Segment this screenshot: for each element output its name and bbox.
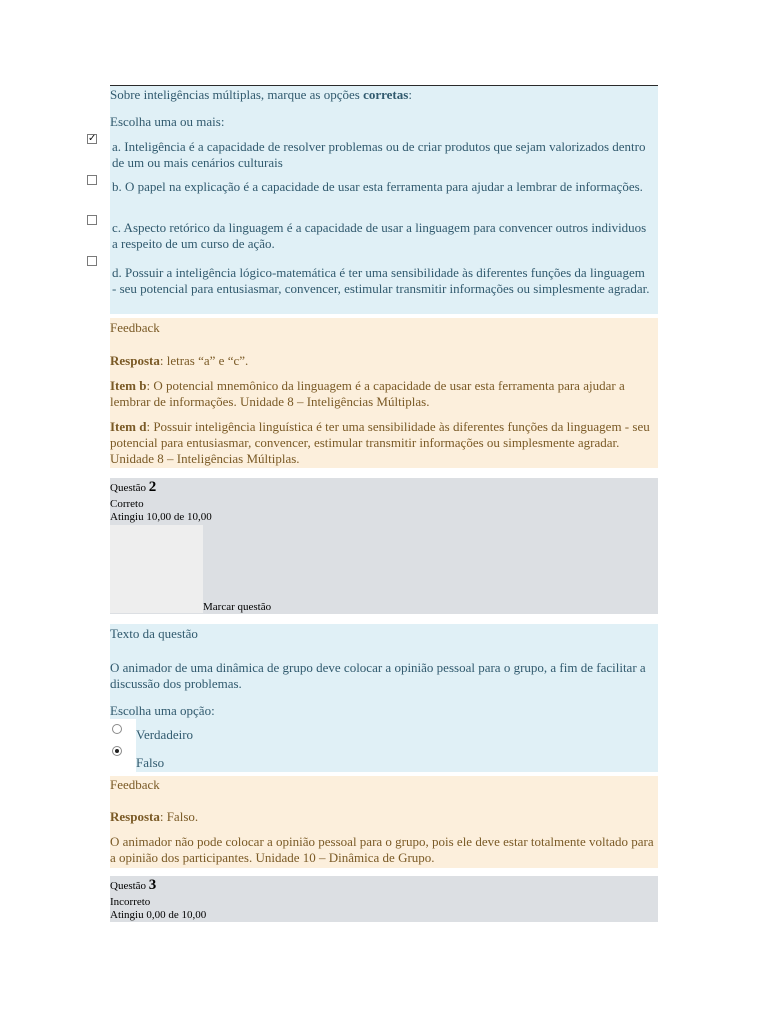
q2-option-true-label: Verdadeiro xyxy=(136,727,194,742)
q1-answer-text: : letras “a” e “c”. xyxy=(159,353,249,368)
q1-feedback-item-b xyxy=(110,378,650,410)
q1-choose-label: Escolha uma ou mais: xyxy=(110,114,225,129)
q3-status: Incorreto xyxy=(110,896,151,908)
q2-flag-area xyxy=(110,525,203,613)
q1-item-d-label: Item d xyxy=(110,419,147,434)
q1-option-d-checkbox[interactable] xyxy=(87,256,97,266)
q2-option-false-label: Falso xyxy=(136,755,165,770)
q1-feedback-title: Feedback xyxy=(110,320,160,335)
q1-item-b-text: : O potencial mnemônico da linguagem é a capacidade de usar esta ferramenta para ajudar a lembrar de informações. Unidade 8 – Inteligências Múltiplas. xyxy=(110,378,625,409)
q3-question-label: Questão xyxy=(110,880,147,892)
q2-feedback-title: Feedback xyxy=(110,777,160,792)
q1-option-c-checkbox[interactable] xyxy=(87,215,97,225)
q2-feedback-panel xyxy=(110,776,658,868)
q1-prompt-text: Sobre inteligências múltiplas, marque as opções xyxy=(110,87,364,102)
q1-feedback-panel xyxy=(110,318,658,468)
q2-question-panel xyxy=(110,624,658,772)
q1-option-b-label: b. O papel na explicação é a capacidade de usar esta ferramenta para ajudar a lembrar de informações. xyxy=(112,179,643,194)
q1-item-b-label: Item b xyxy=(110,378,147,393)
q1-option-a-checkbox[interactable]: ✓ xyxy=(88,133,97,144)
q1-option-b-checkbox[interactable] xyxy=(87,175,97,185)
q2-heading xyxy=(110,481,156,495)
q1-prompt-bold: corretas xyxy=(363,87,409,102)
q2-info-panel xyxy=(110,478,658,614)
q2-status: Correto xyxy=(110,498,144,510)
q1-option-d-label: d. Possuir a inteligência lógico-matemática é ter uma sensibilidade às diferentes funções da linguagem - seu potencial para entusiasmar, convencer, estimular transmitir informações ou simplesmente agradar. xyxy=(112,265,650,296)
q2-answer-text: : Falso. xyxy=(159,809,199,824)
q3-number: 3 xyxy=(148,877,157,893)
q3-info-panel xyxy=(110,876,658,922)
q2-answer-label: Resposta xyxy=(110,809,160,824)
q1-option-a-label: a. Inteligência é a capacidade de resolver problemas ou de criar produtos que sejam valorizados dentro de um ou mais cenários culturais xyxy=(112,139,646,170)
q2-number: 2 xyxy=(148,479,157,495)
q2-option-false-radio[interactable] xyxy=(112,746,122,756)
q1-item-d-text: : Possuir inteligência linguística é ter uma sensibilidade às diferentes funções da linguagem - seu potencial para entusiasmar, convencer, estimular transmitir informações ou simplesmente agradar. Unidade 8 – Inteligências Múltiplas. xyxy=(110,419,650,466)
q3-heading xyxy=(110,879,156,893)
q2-score: Atingiu 10,00 de 10,00 xyxy=(110,511,212,523)
q1-option-c-label: c. Aspecto retórico da linguagem é a capacidade de usar a linguagem para convencer outros individuos a respeito de um curso de ação. xyxy=(112,220,647,251)
q2-option-true-radio[interactable] xyxy=(112,724,122,734)
q1-question-panel xyxy=(110,86,658,314)
q1-answer-label: Resposta xyxy=(110,353,160,368)
q1-feedback-answer xyxy=(110,353,658,369)
q1-feedback-item-d xyxy=(110,419,656,467)
q2-question-label: Questão xyxy=(110,482,147,494)
q2-question-text: O animador de uma dinâmica de grupo deve colocar a opinião pessoal para o grupo, a fim de facilitar a discussão dos problemas. xyxy=(110,660,646,691)
q2-flag-question-link[interactable]: Marcar questão xyxy=(203,601,272,613)
q1-prompt xyxy=(110,87,658,103)
q1-prompt-suffix: : xyxy=(408,87,412,102)
q3-score: Atingiu 0,00 de 10,00 xyxy=(110,909,207,921)
q2-feedback-answer xyxy=(110,809,198,825)
q2-text-heading: Texto da questão xyxy=(110,626,198,641)
q2-feedback-explanation: O animador não pode colocar a opinião pessoal para o grupo, pois ele deve estar totalmente voltado para a opinião dos participantes. Unidade 10 – Dinâmica de Grupo. xyxy=(110,834,654,865)
q2-choose-label: Escolha uma opção: xyxy=(110,703,215,718)
